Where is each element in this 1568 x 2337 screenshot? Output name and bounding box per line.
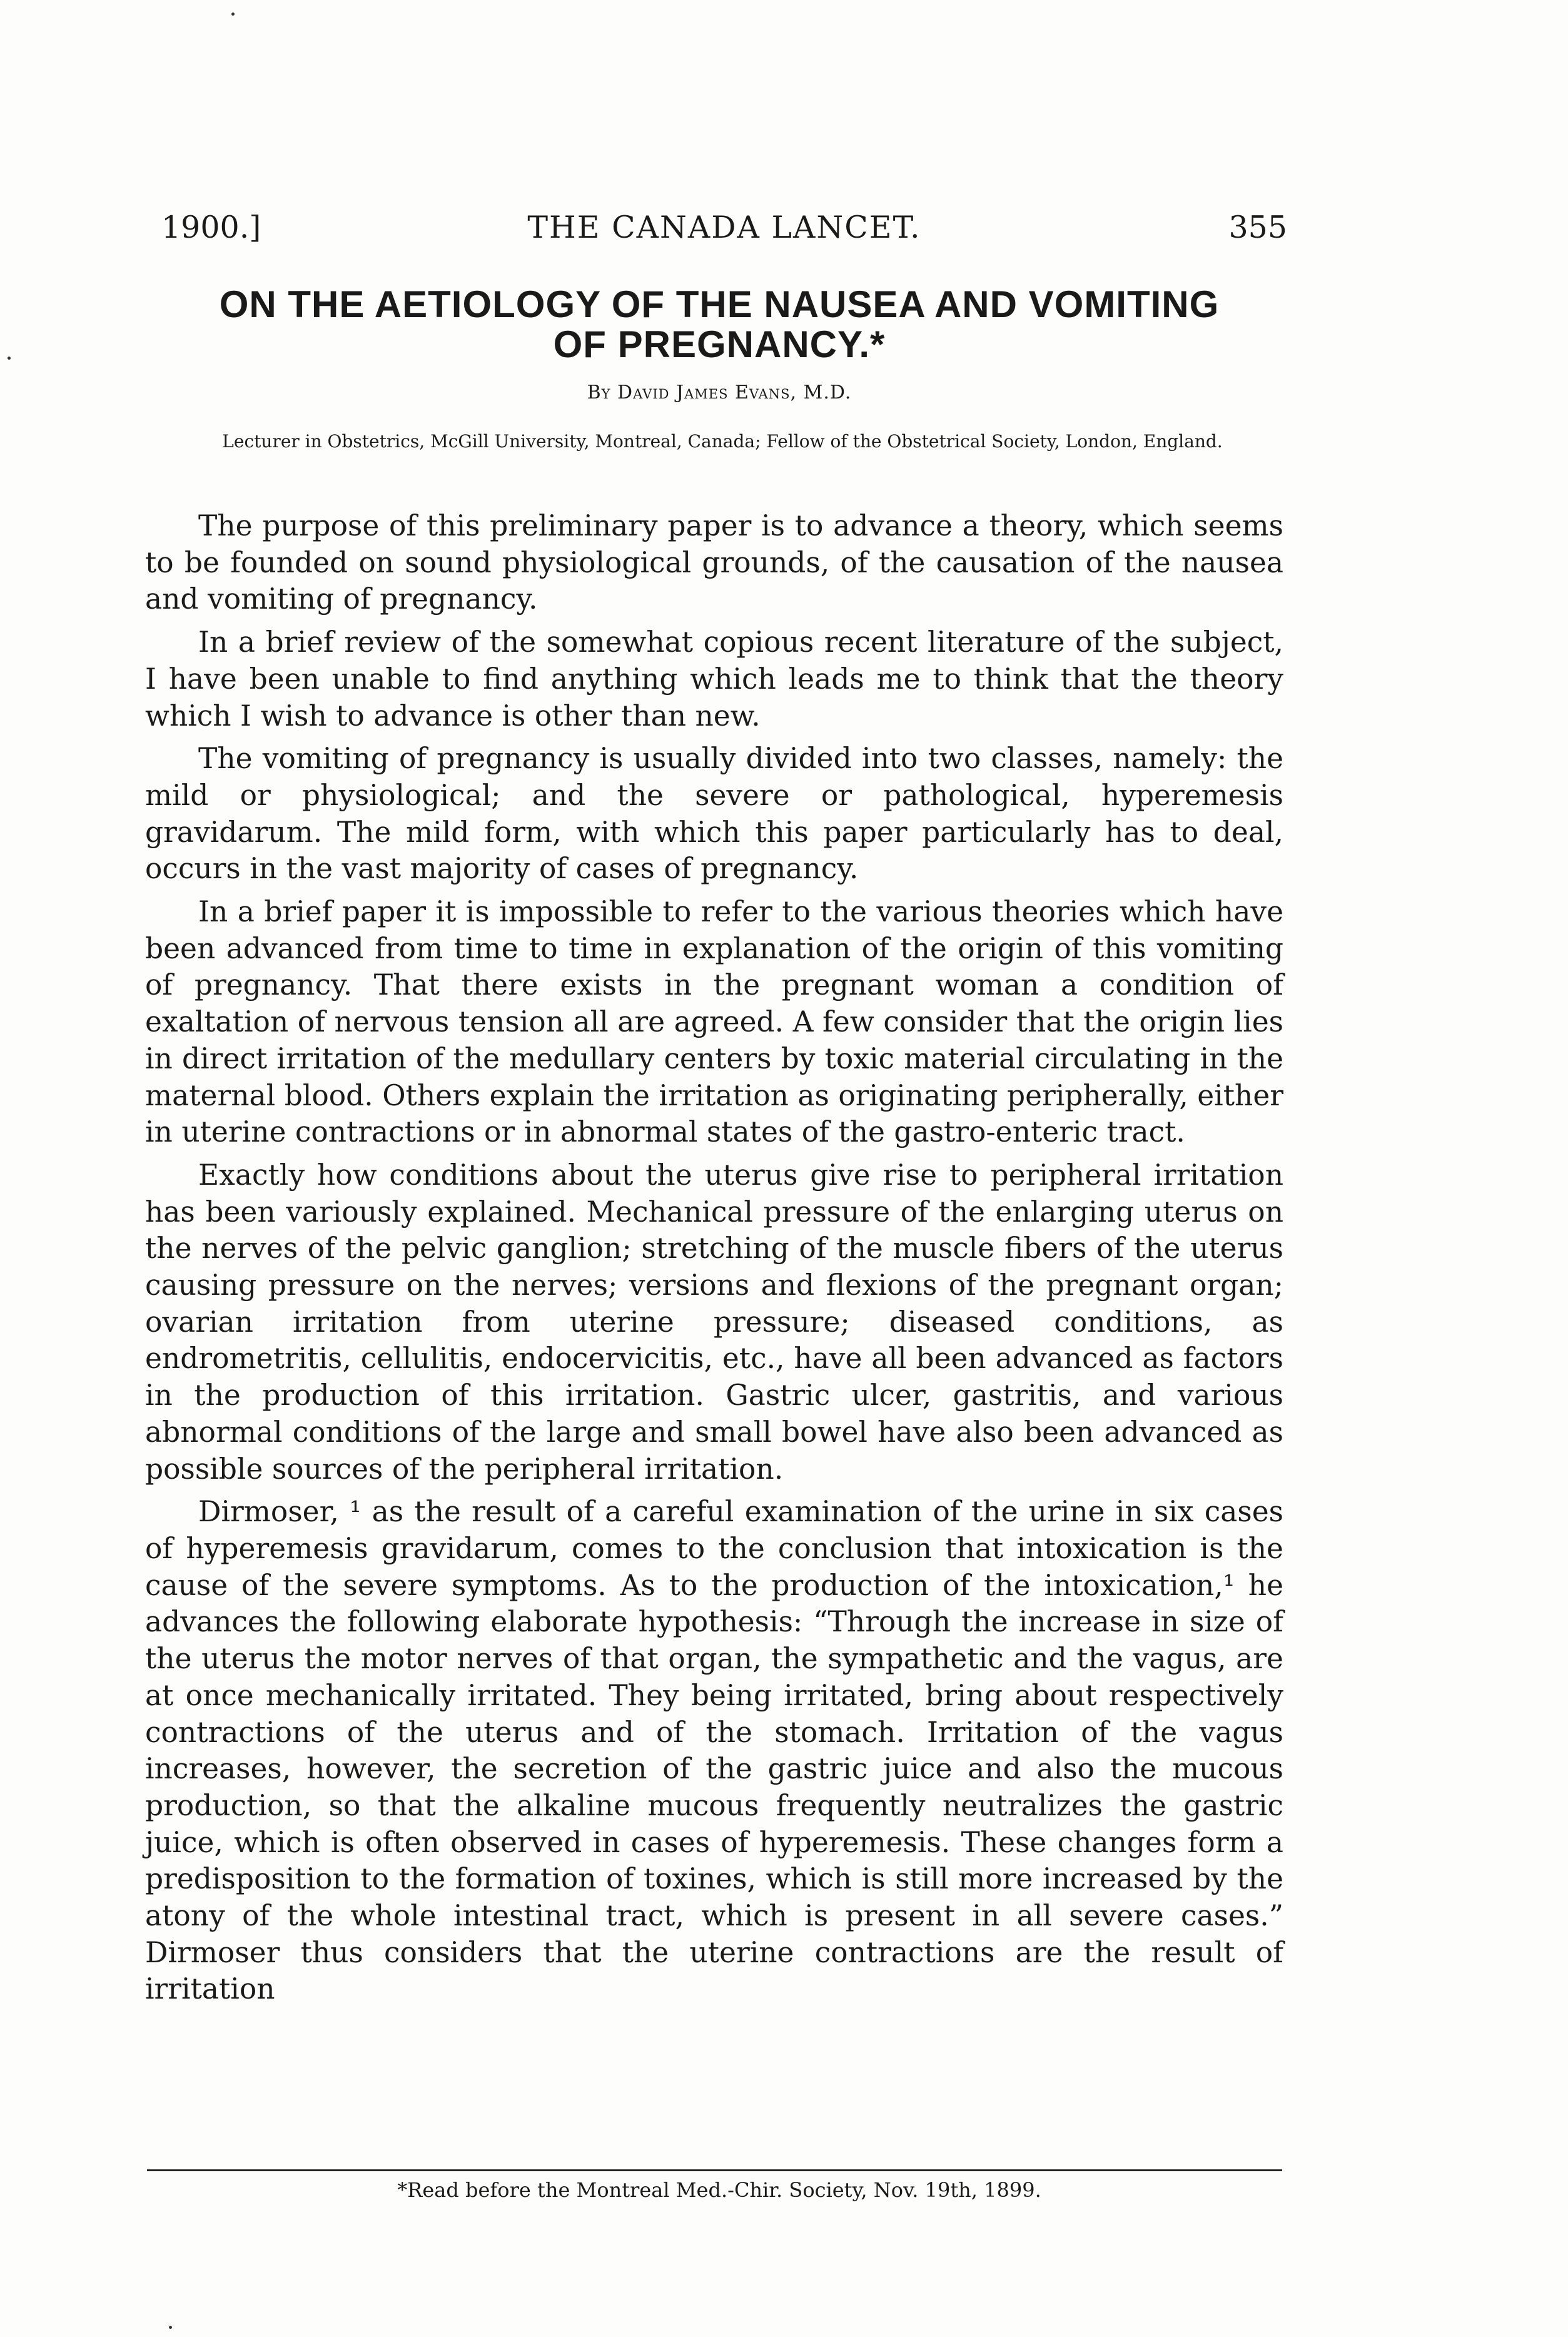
article-title <box>125 285 1313 365</box>
footnote-rule <box>147 2169 1282 2171</box>
scan-speck <box>169 2326 172 2329</box>
paragraph: In a brief review of the somewhat copious recent literature of the subject, I have been unable to find anything which leads me to think that the theory which I wish to advance is other than new. <box>145 626 1283 733</box>
running-header <box>161 210 1287 253</box>
author-affiliation: Lecturer in Obstetrics, McGill University, Montreal, Canada; Fellow of the Obstetrical Society, London, England. <box>222 431 1223 452</box>
journal-title: THE CANADA LANCET. <box>527 210 921 245</box>
author-byline: By David James Evans, M.D. <box>587 382 852 403</box>
article-body <box>145 508 1283 2014</box>
header-year: 1900.] <box>161 210 261 245</box>
paragraph: Dirmoser, ¹ as the result of a careful examination of the urine in six cases of hyperemesis gravidarum, comes to the conclusion that intoxication is the cause of the severe symptoms. As to the production of the intoxication,¹ he advances the following elaborate hypothesis: “Through the increase in size of the uterus the motor nerves of that organ, the sympathetic and the vagus, are at once mechanically irritated. They being irritated, bring about respectively contractions of the uterus and of the stomach. Irritation of the vagus increases, however, the secretion of the gastric juice and also the mucous production, so that the alkaline mucous frequently neutralizes the gastric juice, which is often observed in cases of hyperemesis. These changes form a predisposition to the formation of toxines, which is still more increased by the atony of the whole intestinal tract, which is present in all severe cases.” Dirmoser thus considers that the uterine contractions are the result of irritation <box>145 1495 1283 2006</box>
page-number: 355 <box>1228 210 1287 245</box>
article-title-line-2: OF PREGNANCY.* <box>553 323 886 365</box>
scan-speck <box>8 357 11 360</box>
paragraph: The vomiting of pregnancy is usually divided into two classes, namely: the mild or physiological; and the severe or pathological, hyperemesis gravidarum. The mild form, with which this paper particularly has to deal, occurs in the vast majority of cases of pregnancy. <box>145 742 1283 886</box>
scan-speck <box>231 13 235 16</box>
article-title-line-1: ON THE AETIOLOGY OF THE NAUSEA AND VOMITING <box>219 283 1220 325</box>
paragraph: Exactly how conditions about the uterus give rise to peripheral irritation has been variously explained. Mechanical pressure of the enlarging uterus on the nerves of the pelvic ganglion; stretching of the muscle fibers of the uterus causing pressure on the nerves; versions and flexions of the pregnant organ; ovarian irritation from uterine pressure; diseased conditions, as endrometritis, cellulitis, endocervicitis, etc., have all been advanced as factors in the production of this irritation. Gastric ulcer, gastritis, and various abnormal conditions of the large and small bowel have also been advanced as possible sources of the peripheral irritation. <box>145 1158 1283 1486</box>
paragraph: The purpose of this preliminary paper is to advance a theory, which seems to be founded on sound physiological grounds, of the causation of the nausea and vomiting of pregnancy. <box>145 509 1283 616</box>
footnote: *Read before the Montreal Med.-Chir. Society, Nov. 19th, 1899. <box>397 2178 1041 2202</box>
paragraph: In a brief paper it is impossible to refer to the various theories which have been advanced from time to time in explanation of the origin of this vomiting of pregnancy. That there exists in the pregnant woman a condition of exaltation of nervous tension all are agreed. A few consider that the origin lies in direct irritation of the medullary centers by toxic material circulating in the maternal blood. Others explain the irritation as originating peripherally, either in uterine contractions or in abnormal states of the gastro-enteric tract. <box>145 895 1283 1149</box>
